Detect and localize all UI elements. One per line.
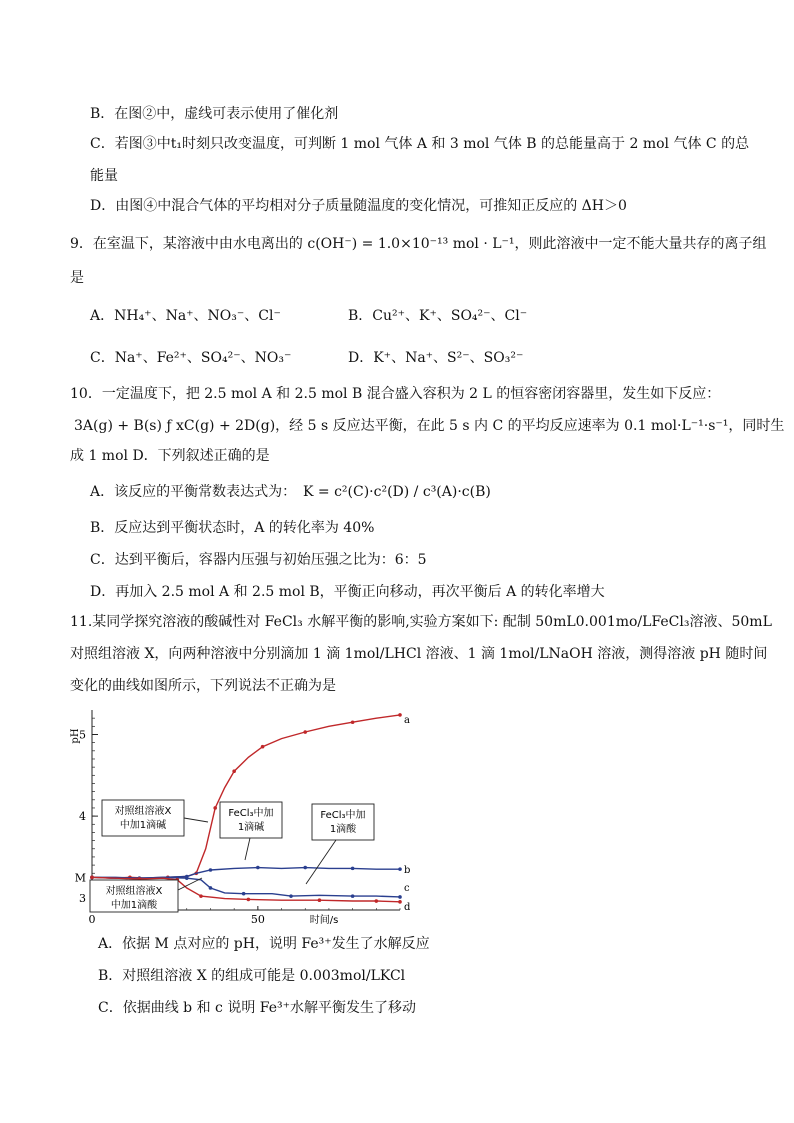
ph-time-chart xyxy=(70,702,410,924)
annotation-text: FeCl₃中加 xyxy=(228,808,274,819)
q10-stem-line3: 成 1 mol D．下列叙述正确的是 xyxy=(70,448,270,464)
series-point-b xyxy=(256,866,260,870)
series-point-d xyxy=(398,900,402,904)
series-point-d xyxy=(318,898,322,902)
q9-option-a: A．NH₄⁺、Na⁺、NO₃⁻、Cl⁻ xyxy=(90,308,281,324)
q9-stem-line1: 9．在室温下，某溶液中由水电离出的 c(OH⁻) = 1.0×10⁻¹³ mol · L⁻¹，则此溶液中一定不能大量共存的离子组 xyxy=(70,236,767,252)
q8-option-b: B．在图②中，虚线可表示使用了催化剂 xyxy=(90,106,339,122)
annotation-text: 对照组溶液X xyxy=(105,886,163,897)
annotation-text: 1滴酸 xyxy=(329,824,357,835)
series-label-d: d xyxy=(404,901,410,913)
q10-option-c: C．达到平衡后，容器内压强与初始压强之比为：6：5 xyxy=(90,552,427,568)
q11-option-c: C．依据曲线 b 和 c 说明 Fe³⁺水解平衡发生了移动 xyxy=(98,1000,416,1016)
q8-option-d: D．由图④中混合气体的平均相对分子质量随温度的变化情况，可推知正反应的 ΔH＞0 xyxy=(90,198,627,214)
q10-option-a-prefix: A．该反应的平衡常数表达式为： xyxy=(90,484,297,500)
q9-option-b: B．Cu²⁺、K⁺、SO₄²⁻、Cl⁻ xyxy=(348,308,528,324)
q10-stem-line1: 10．一定温度下，把 2.5 mol A 和 2.5 mol B 混合盛入容积为 2 L 的恒容密闭容器里，发生如下反应： xyxy=(70,386,721,402)
q11-stem-line1: 11.某同学探究溶液的酸碱性对 FeCl₃ 水解平衡的影响,实验方案如下: 配制 50mL0.001mo/LFeCl₃溶液、50mL xyxy=(70,614,772,630)
series-point-a xyxy=(398,713,402,717)
q11-option-b: B．对照组溶液 X 的组成可能是 0.003mol/LKCl xyxy=(98,968,406,984)
q10-stem-line2: 3A(g) + B(s) ƒ xC(g) + 2D(g)，经 5 s 反应达平衡，在此 5 s 内 C 的平均反应速率为 0.1 mol·L⁻¹·s⁻¹，同时生 xyxy=(74,418,785,434)
series-point-d xyxy=(247,898,251,902)
q10-option-d: D．再加入 2.5 mol A 和 2.5 mol B，平衡正向移动，再次平衡后 A 的转化率增大 xyxy=(90,584,605,600)
series-point-c xyxy=(242,892,246,896)
series-point-d xyxy=(375,899,379,903)
q9-option-d: D．K⁺、Na⁺、S²⁻、SO₃²⁻ xyxy=(348,350,524,366)
annotation-text: 1滴碱 xyxy=(237,822,265,833)
q11-stem-line2: 对照组溶液 X，向两种溶液中分别滴加 1 滴 1mol/LHCl 溶液、1 滴 1mol/LNaOH 溶液，测得溶液 pH 随时间 xyxy=(70,646,768,662)
series-point-a xyxy=(213,806,217,810)
series-label-a: a xyxy=(404,714,410,726)
series-point-a xyxy=(261,745,265,749)
annotation-text: 对照组溶液X xyxy=(114,806,172,817)
annotation-text: 中加1滴酸 xyxy=(110,900,158,911)
annotation-box xyxy=(220,802,282,860)
q8-option-c-line1: C．若图③中t₁时刻只改变温度，可判断 1 mol 气体 A 和 3 mol 气体 B 的总能量高于 2 mol 气体 C 的总 xyxy=(90,136,750,152)
y-tick-label: 4 xyxy=(79,810,86,824)
y-tick-label: 5 xyxy=(79,728,86,742)
series-point-b xyxy=(209,868,213,872)
q9-option-c: C．Na⁺、Fe²⁺、SO₄²⁻、NO₃⁻ xyxy=(90,350,292,366)
series-point-a xyxy=(351,720,355,724)
series-point-c xyxy=(209,886,213,890)
q8-option-c-line2: 能量 xyxy=(90,168,118,184)
series-point-d xyxy=(199,894,203,898)
q10-option-b: B．反应达到平衡状态时，A 的转化率为 40% xyxy=(90,520,375,536)
series-point-a xyxy=(303,730,307,734)
series-label-c: c xyxy=(404,882,410,894)
annotation-box xyxy=(306,804,374,884)
m-point-label: M xyxy=(74,871,86,885)
annotation-text: FeCl₃中加 xyxy=(320,810,366,821)
series-point-c xyxy=(289,894,293,898)
y-tick-label: 3 xyxy=(79,891,86,905)
series-point-c xyxy=(351,894,355,898)
ph-chart-svg xyxy=(70,702,410,924)
annotation-text: 中加1滴碱 xyxy=(119,820,167,831)
series-label-b: b xyxy=(404,865,410,877)
y-axis-label: pH xyxy=(70,728,81,744)
annotation-arrow xyxy=(245,838,250,860)
series-point-d xyxy=(90,876,94,880)
series-point-c xyxy=(398,895,402,899)
annotation-arrow xyxy=(306,840,336,884)
series-point-a xyxy=(232,769,236,773)
q11-option-a: A．依据 M 点对应的 pH，说明 Fe³⁺发生了水解反应 xyxy=(98,936,430,952)
series-point-b xyxy=(398,867,402,871)
annotation-arrow xyxy=(184,818,208,822)
annotation-box xyxy=(90,878,202,912)
x-axis-label: 时间/s xyxy=(309,915,339,924)
q9-stem-line2: 是 xyxy=(70,270,84,286)
x-tick-label: 0 xyxy=(88,913,96,924)
series-point-b xyxy=(303,866,307,870)
series-point-c xyxy=(185,876,189,880)
annotation-box xyxy=(102,800,208,836)
series-point-b xyxy=(351,867,355,871)
q11-stem-line3: 变化的曲线如图所示，下列说法不正确为是 xyxy=(70,678,336,694)
x-tick-label: 50 xyxy=(250,913,265,924)
q10-option-a-formula: K = c²(C)·c²(D) / c³(A)·c(B) xyxy=(303,484,491,500)
